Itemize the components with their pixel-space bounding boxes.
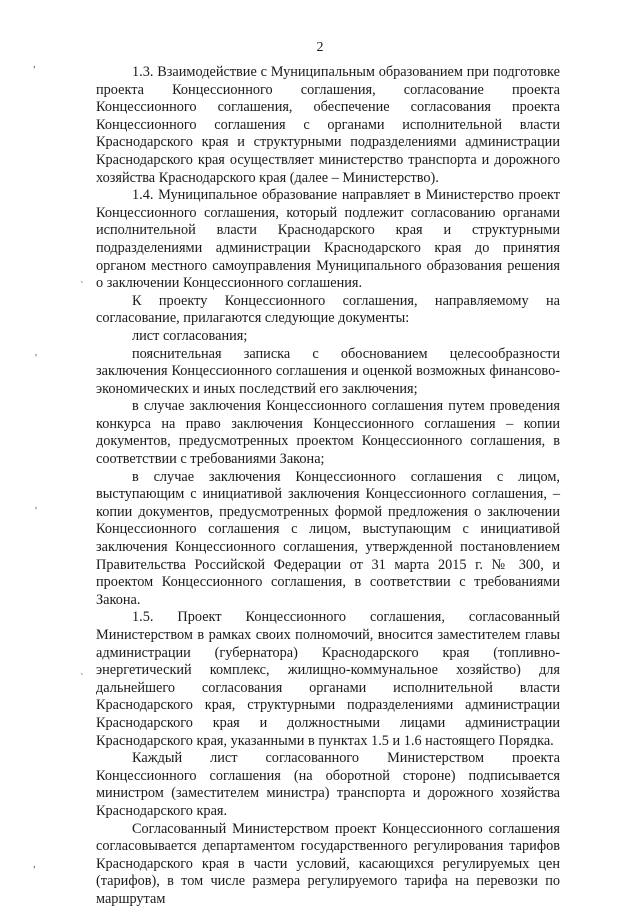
list-item-approval-sheet: лист согласования;	[132, 327, 248, 344]
list-item-explanatory-note: пояснительная записка с обоснованием целесообразности заключения Концессионного соглашения и оценкой возможных финансово-экономических и иных последствий его заключения;	[96, 345, 560, 397]
paragraph-1-5: 1.5. Проект Концессионного соглашения, согласованный Министерством в рамках своих полномочий, вносится заместителем главы администрации (губернатора) Краснодарского края (топливно-энергетический комплекс, жилищно-коммунальное хозяйство) для дальнейшего согласования органами исполнительной власти Краснодарского края, структурными подразделениями администрации Краснодарского края и должностными лицами администрации Краснодарского края, указанными в пунктах 1.5 и 1.6 настоящего Порядка.	[96, 609, 560, 749]
scan-mark: ,	[33, 858, 36, 870]
paragraph-tariff-approval: Согласованный Министерством проект Концессионного соглашения согласовывается департаментом государственного регулирования тарифов Краснодарского края в части условий, касающихся регулируемых цен (тарифов), в том числе размера регулируемого тарифа на перевозки по маршрутам	[96, 820, 560, 907]
scan-mark: ,	[33, 58, 36, 70]
document-body	[96, 64, 560, 909]
list-item-tender-documents: в случае заключения Концессионного соглашения путем проведения конкурса на право заключения Концессионного соглашения – копии документов, предусмотренных проектом Концессионного соглашения, в соответствии с требованиями Закона;	[96, 398, 560, 468]
paragraph-signing: Каждый лист согласованного Министерством проекта Концессионного соглашения (на оборотной стороне) подписывается министром (заместителем министра) транспорта и дорожного хозяйства Краснодарского края.	[96, 750, 560, 819]
scan-mark: `	[80, 672, 84, 684]
scan-mark: '	[35, 352, 37, 364]
paragraph-attachments-intro: К проекту Концессионного соглашения, направляемому на согласование, прилагаются следующие документы:	[96, 292, 560, 327]
scan-mark: '	[35, 505, 37, 517]
scan-mark: `	[80, 280, 84, 292]
paragraph-1-4: 1.4. Муниципальное образование направляет в Министерство проект Концессионного соглашения, который подлежит согласованию органами исполнительной власти Краснодарского края и структурными подразделениями администрации Краснодарского края до принятия органом местного самоуправления Муниципального образования решения о заключении Концессионного соглашения.	[96, 187, 560, 292]
list-item-initiative-documents: в случае заключения Концессионного соглашения с лицом, выступающим с инициативой заключения Концессионного соглашения, – копии документов, предусмотренных формой предложения о заключении Концессионного соглашения с лицом, выступающим с инициативой заключения Концессионного соглашения, утвержденной постановлением Правительства Российской Федерации от 31 марта 2015 г. № 300, и проектом Концессионного соглашения, в соответствии с требованиями Закона.	[96, 468, 560, 608]
paragraph-1-3: 1.3. Взаимодействие с Муниципальным образованием при подготовке проекта Концессионного соглашения, согласование проекта Концессионного соглашения, обеспечение согласования проекта Концессионного соглашения с органами исполнительной власти Краснодарского края и структурными подразделениями администрации Краснодарского края осуществляет министерство транспорта и дорожного хозяйства Краснодарского края (далее – Министерство).	[96, 64, 560, 186]
page-number: 2	[316, 40, 324, 55]
